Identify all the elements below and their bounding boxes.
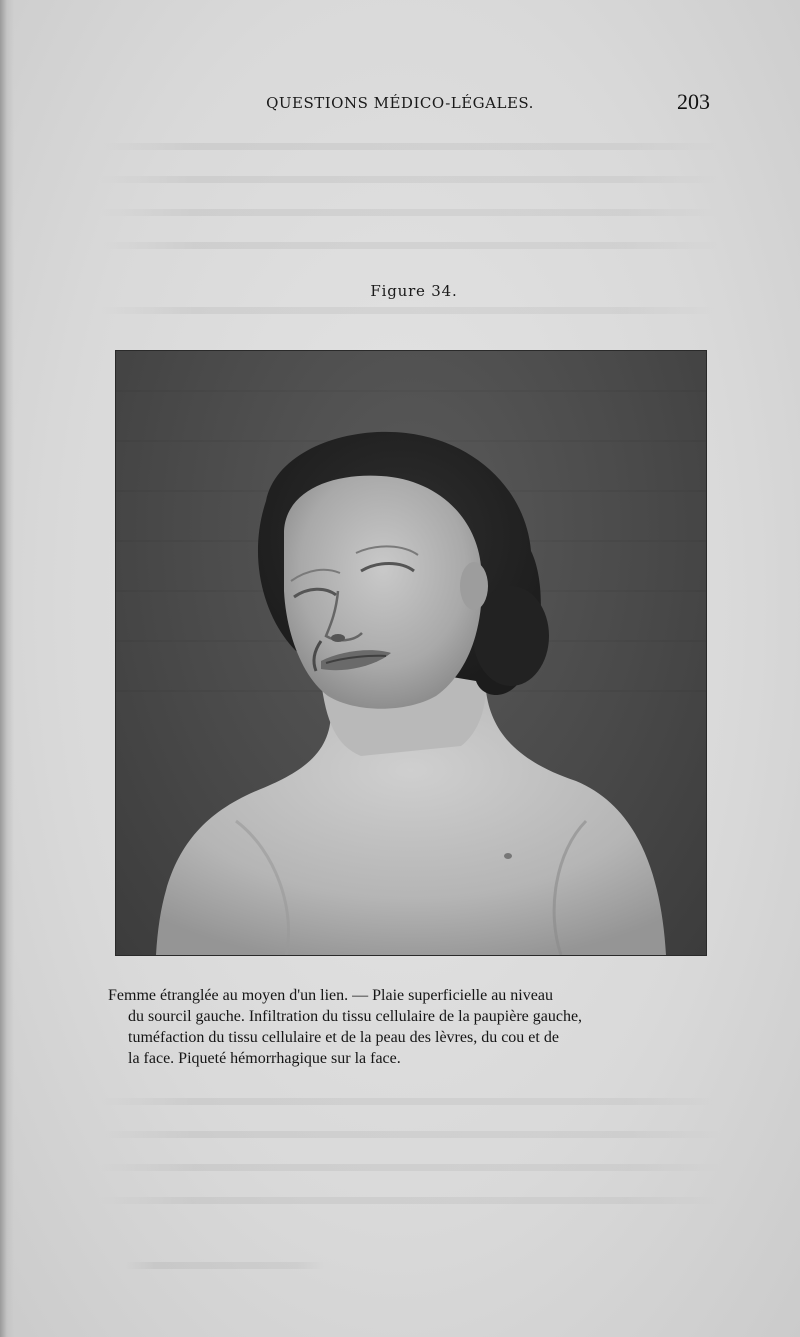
bleed-through-line <box>100 1098 720 1105</box>
bleed-through-line <box>100 176 720 183</box>
bleed-through-line <box>100 242 720 249</box>
figure-photograph <box>115 350 707 956</box>
caption-line: tuméfaction du tissu cellulaire et de la peau des lèvres, du cou et de <box>128 1029 559 1046</box>
bleed-through-line <box>100 1131 720 1138</box>
bleed-through-line <box>100 307 720 314</box>
bleed-through-line <box>125 1262 325 1269</box>
bleed-through-line <box>100 143 720 150</box>
caption-line: Femme étranglée au moyen d'un lien. — Plaie superficielle au niveau <box>108 987 553 1004</box>
caption-line: du sourcil gauche. Infiltration du tissu cellulaire de la paupière gauche, <box>128 1008 583 1025</box>
binding-shadow <box>0 0 14 1337</box>
figure-label: Figure 34. <box>370 282 458 300</box>
bleed-through-line <box>100 1197 720 1204</box>
running-title: QUESTIONS MÉDICO-LÉGALES. <box>266 94 534 112</box>
bleed-through-line <box>100 1164 720 1171</box>
page-number: 203 <box>677 89 710 114</box>
bleed-through-line <box>100 209 720 216</box>
caption-line: la face. Piqueté hémorrhagique sur la face. <box>128 1050 401 1067</box>
portrait-illustration <box>116 351 706 955</box>
figure-caption <box>108 985 733 1069</box>
